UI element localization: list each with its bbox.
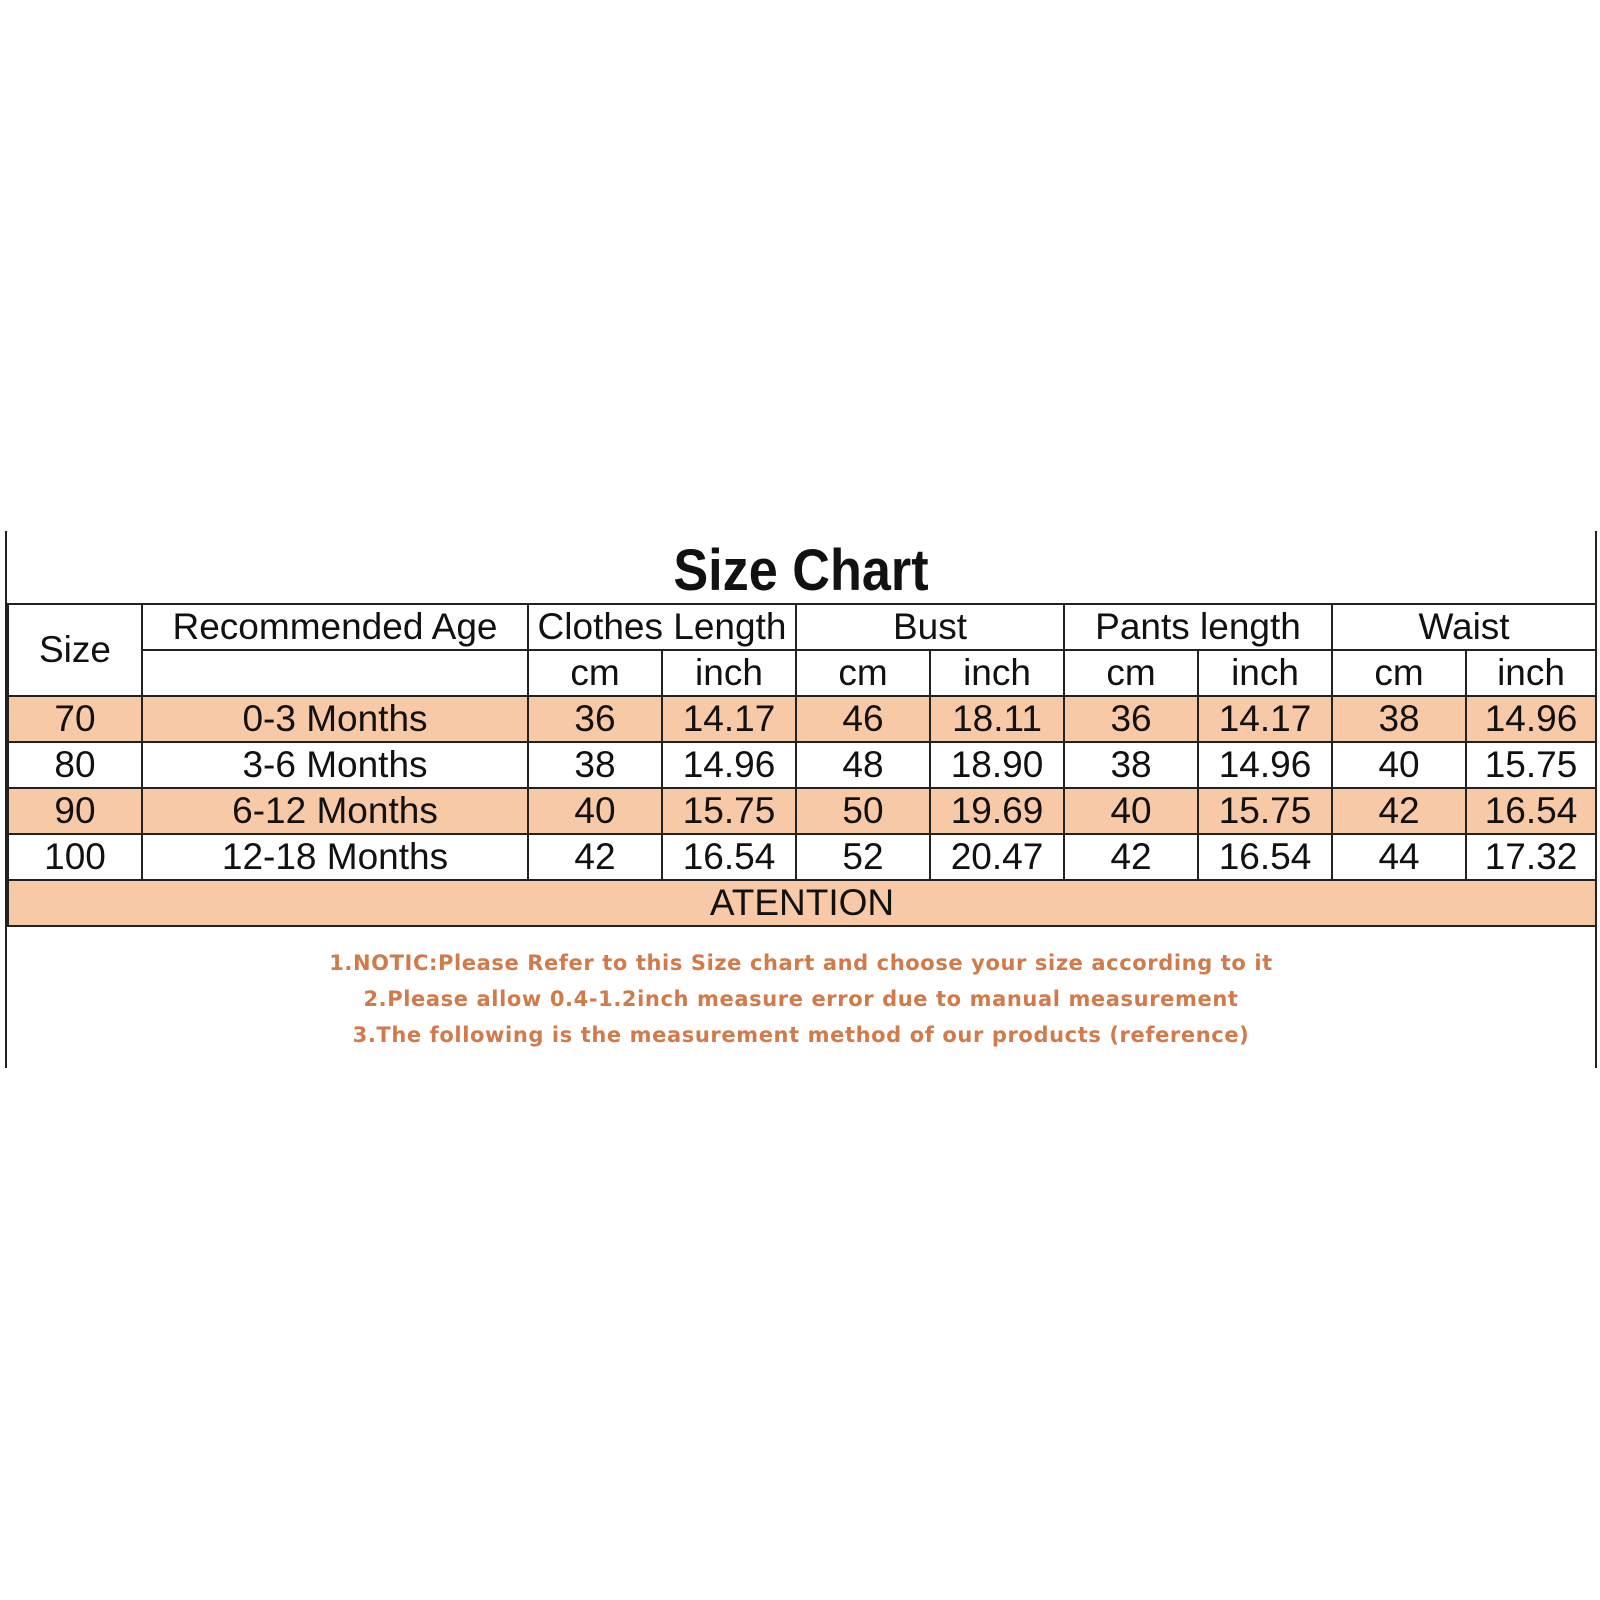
note-line: 1.NOTIC:Please Refer to this Size chart and choose your size according to it	[329, 951, 1273, 975]
unit-inch: inch	[662, 650, 796, 696]
unit-inch: inch	[1198, 650, 1332, 696]
cell-age: 6-12 Months	[142, 788, 528, 834]
cell-size: 90	[8, 788, 142, 834]
cell-age: 12-18 Months	[142, 834, 528, 880]
cell-value: 14.96	[1198, 742, 1332, 788]
cell-value: 16.54	[662, 834, 796, 880]
cell-value: 17.32	[1466, 834, 1596, 880]
cell-size: 100	[8, 834, 142, 880]
cell-value: 40	[528, 788, 662, 834]
notes-block	[7, 945, 1595, 1053]
cell-value: 18.90	[930, 742, 1064, 788]
cell-size: 70	[8, 696, 142, 742]
cell-value: 15.75	[1466, 742, 1596, 788]
attention-label: ATENTION	[8, 880, 1596, 926]
cell-value: 42	[1064, 834, 1198, 880]
header-row-groups	[8, 604, 1596, 650]
cell-age: 0-3 Months	[142, 696, 528, 742]
cell-value: 15.75	[662, 788, 796, 834]
cell-value: 36	[1064, 696, 1198, 742]
table-row	[8, 742, 1596, 788]
note-line: 2.Please allow 0.4-1.2inch measure error due to manual measurement	[363, 987, 1239, 1011]
cell-value: 18.11	[930, 696, 1064, 742]
header-age-blank	[142, 650, 528, 696]
cell-value: 15.75	[1198, 788, 1332, 834]
cell-value: 40	[1332, 742, 1466, 788]
cell-value: 14.96	[1466, 696, 1596, 742]
header-age: Recommended Age	[142, 604, 528, 650]
cell-value: 16.54	[1198, 834, 1332, 880]
unit-inch: inch	[1466, 650, 1596, 696]
cell-value: 40	[1064, 788, 1198, 834]
header-row-units	[8, 650, 1596, 696]
attention-row	[8, 880, 1596, 926]
cell-age: 3-6 Months	[142, 742, 528, 788]
header-bust: Bust	[796, 604, 1064, 650]
header-pants-length: Pants length	[1064, 604, 1332, 650]
cell-value: 48	[796, 742, 930, 788]
chart-title: Size Chart	[673, 538, 929, 603]
table-row	[8, 696, 1596, 742]
cell-value: 16.54	[1466, 788, 1596, 834]
cell-value: 36	[528, 696, 662, 742]
cell-value: 50	[796, 788, 930, 834]
table-row	[8, 788, 1596, 834]
cell-value: 20.47	[930, 834, 1064, 880]
unit-cm: cm	[1332, 650, 1466, 696]
size-chart-frame	[5, 531, 1597, 1068]
unit-cm: cm	[1064, 650, 1198, 696]
cell-value: 42	[528, 834, 662, 880]
cell-value: 14.17	[662, 696, 796, 742]
cell-value: 42	[1332, 788, 1466, 834]
cell-value: 14.17	[1198, 696, 1332, 742]
cell-value: 46	[796, 696, 930, 742]
unit-inch: inch	[930, 650, 1064, 696]
header-size: Size	[8, 604, 142, 696]
cell-value: 52	[796, 834, 930, 880]
header-waist: Waist	[1332, 604, 1596, 650]
cell-size: 80	[8, 742, 142, 788]
header-clothes-length: Clothes Length	[528, 604, 796, 650]
unit-cm: cm	[796, 650, 930, 696]
size-table	[7, 603, 1597, 927]
cell-value: 44	[1332, 834, 1466, 880]
cell-value: 38	[528, 742, 662, 788]
unit-cm: cm	[528, 650, 662, 696]
table-row	[8, 834, 1596, 880]
cell-value: 14.96	[662, 742, 796, 788]
cell-value: 38	[1332, 696, 1466, 742]
note-line: 3.The following is the measurement method of our products (reference)	[352, 1023, 1250, 1047]
cell-value: 19.69	[930, 788, 1064, 834]
cell-value: 38	[1064, 742, 1198, 788]
